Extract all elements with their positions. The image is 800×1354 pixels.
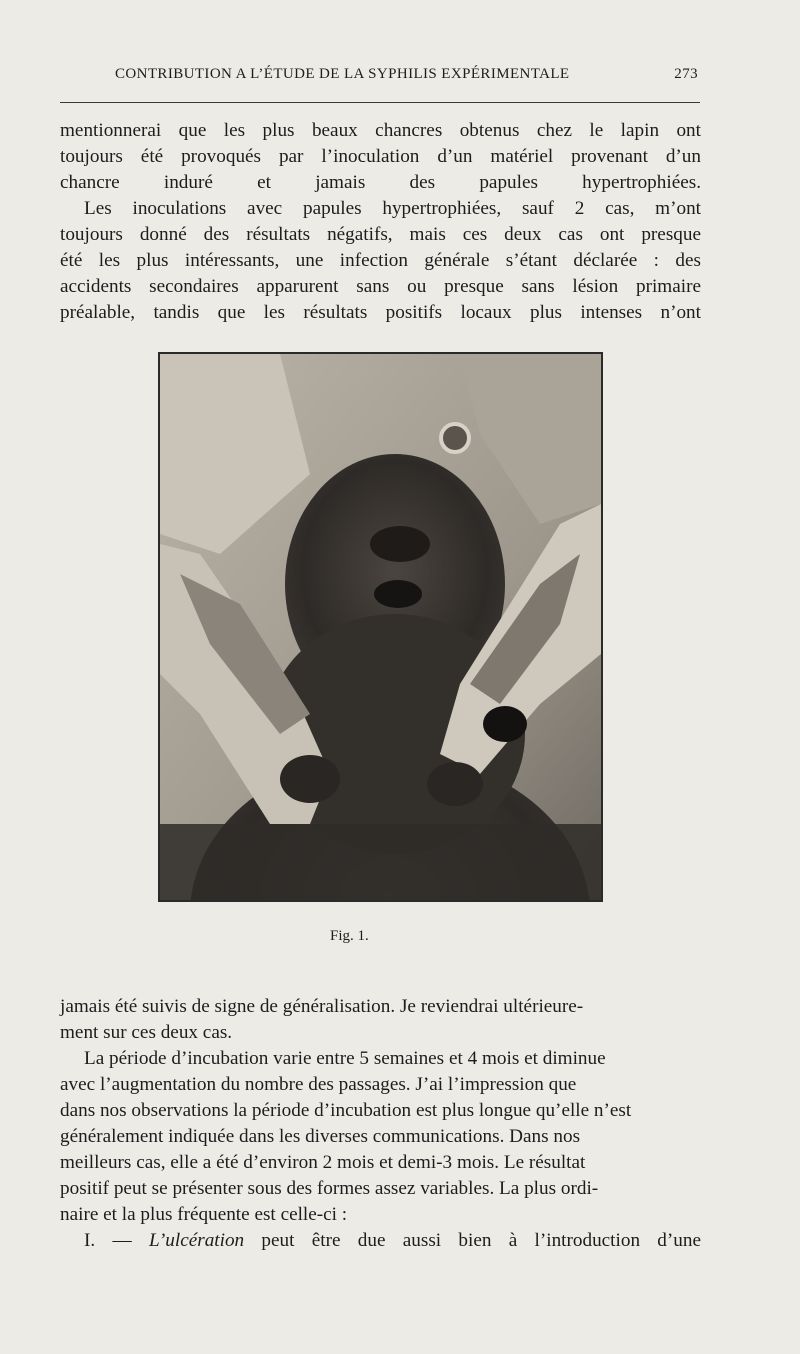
- paragraph-2: [60, 196, 701, 326]
- text-line: ment sur ces deux cas.: [60, 1022, 233, 1043]
- text-line: peut être due aussi bien à l’introduction d’une: [244, 1230, 701, 1251]
- text-line: mentionnerai que les plus beaux chancres obtenus chez le lapin ont: [60, 120, 701, 141]
- section-marker: I. —: [84, 1230, 149, 1251]
- text-line: chancre induré et jamais des papules hypertrophiées.: [60, 172, 701, 193]
- text-line: accidents secondaires apparurent sans ou presque sans lésion primaire: [60, 276, 701, 297]
- text-line: jamais été suivis de signe de généralisation. Je reviendrai ultérieure-: [60, 996, 584, 1017]
- header-rule: [60, 102, 700, 103]
- photo-foreground-shadow: [160, 824, 601, 900]
- running-head: [60, 64, 700, 90]
- text-line: positif peut se présenter sous des formes assez variables. La plus ordi-: [60, 1178, 599, 1199]
- ear-tag-ring: [441, 424, 469, 452]
- text-block-bottom: [60, 994, 701, 1254]
- italic-term: L’ulcération: [148, 1230, 245, 1251]
- figure-photograph: [158, 352, 603, 902]
- text-line: dans nos observations la période d’incubation est plus longue qu’elle n’est: [60, 1100, 632, 1121]
- text-line: naire et la plus fréquente est celle-ci :: [60, 1204, 348, 1225]
- running-head-title: CONTRIBUTION A L’ÉTUDE DE LA SYPHILIS EXPÉRIMENTALE: [115, 66, 570, 82]
- text-line: avec l’augmentation du nombre des passages. J’ai l’impression que: [60, 1074, 577, 1095]
- rabbit-eye-area: [370, 526, 430, 562]
- figure-caption: Fig. 1.: [330, 928, 369, 944]
- chancre-lesion-left: [280, 755, 340, 803]
- text-line: toujours donné des résultats négatifs, mais ces deux cas ont presque: [60, 224, 701, 245]
- text-line: Les inoculations avec papules hypertrophiées, sauf 2 cas, m’ont: [84, 198, 701, 219]
- text-block-top: [60, 118, 701, 326]
- rabbit-photo-illustration: [160, 354, 601, 900]
- paw-right: [483, 706, 527, 742]
- paragraph-5: [60, 1228, 701, 1254]
- text-line: généralement indiquée dans les diverses communications. Dans nos: [60, 1126, 581, 1147]
- rabbit-nose: [374, 580, 422, 608]
- text-line: préalable, tandis que les résultats positifs locaux plus intenses n’ont: [60, 302, 701, 323]
- chancre-lesion-right: [427, 762, 483, 806]
- paragraph-1: [60, 118, 701, 196]
- page-number: 273: [674, 66, 698, 82]
- paragraph-4: [60, 1046, 701, 1228]
- text-line: meilleurs cas, elle a été d’environ 2 mois et demi-3 mois. Le résultat: [60, 1152, 586, 1173]
- text-line: La période d’incubation varie entre 5 semaines et 4 mois et diminue: [84, 1048, 606, 1069]
- text-line: été les plus intéressants, une infection générale s’étant déclarée : des: [60, 250, 701, 271]
- text-line: toujours été provoqués par l’inoculation d’un matériel provenant d’un: [60, 146, 701, 167]
- paragraph-3: [60, 994, 701, 1046]
